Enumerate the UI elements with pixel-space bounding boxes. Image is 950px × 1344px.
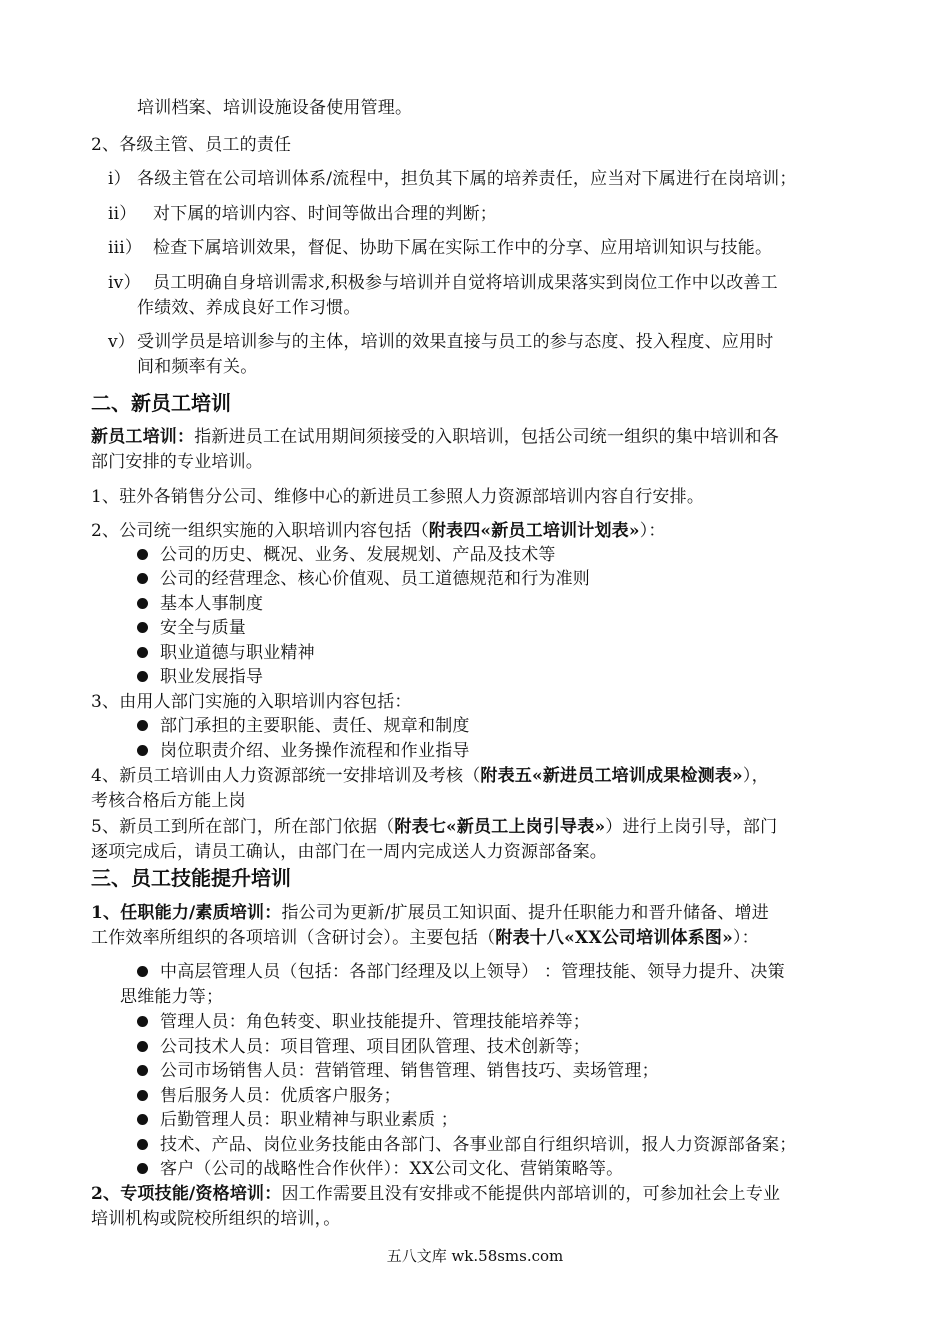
text-part: 工作效率所组织的各项培训（含研讨会）。主要包括（ [91,928,496,948]
bullet-icon [137,647,148,658]
text-part: 4、新员工培训由人力资源部统一安排培训及考核（ [91,766,481,786]
appendix-ref: 附表五«新进员工培训成果检测表» [480,766,743,786]
bullet-icon [137,622,148,633]
bullet-icon [137,1065,148,1076]
bullet-icon [137,720,148,731]
text-line: 员工明确自身培训需求,积极参与培训并自觉将培训成果落实到岗位工作中以改善工 [153,273,778,293]
text-part: 2、公司统一组织实施的入职培训内容包括（ [91,521,429,541]
text-line: 对下属的培训内容、时间等做出合理的判断； [153,204,497,224]
text-line [91,901,769,925]
text-part: ）进行上岗引导，部门 [605,817,778,837]
list-number: v） [108,332,136,352]
list-item: 基本人事制度 [160,594,264,614]
text-line: 部门安排的专业培训。 [91,452,263,472]
bullet-icon [137,1016,148,1027]
bullet-icon [137,1114,148,1125]
list-item: 售后服务人员：优质客户服务； [160,1086,401,1106]
text-line: 考核合格后方能上岗 [91,791,246,811]
appendix-ref: 附表十八«XX公司培训体系图» [495,928,733,948]
bullet-icon [137,1163,148,1174]
text-part: ）： [732,928,759,948]
text-line: 检查下属培训效果，督促、协助下属在实际工作中的分享、应用培训知识与技能。 [153,238,773,258]
text-line [91,815,777,839]
list-item: 公司的历史、概况、业务、发展规划、产品及技术等 [160,545,556,565]
bullet-icon [137,745,148,756]
list-item: 部门承担的主要职能、责任、规章和制度 [160,716,470,736]
text-line: 培训档案、培训设施设备使用管理。 [137,98,413,118]
bullet-icon [137,1139,148,1150]
term-text: 指新进员工在试用期间须接受的入职培训，包括公司统一组织的集中培训和各 [194,427,780,447]
appendix-ref: 附表四«新员工培训计划表» [428,521,640,541]
text-line [91,764,769,788]
list-item: 中高层管理人员（包括：各部门经理及以上领导） ：管理技能、领导力提升、决策 [160,962,785,982]
page-footer: 五八文库 wk.58sms.com [386,1247,564,1265]
term-label: 新员工培训： [91,427,195,447]
list-item: 岗位职责介绍、业务操作流程和作业指导 [160,741,470,761]
text-line: 作绩效、养成良好工作习惯。 [137,298,361,318]
text-line [91,1182,780,1206]
list-number: i） [108,169,131,189]
list-item: 管理人员：角色转变、职业技能提升、管理技能培养等； [160,1012,590,1032]
text-line: 1、驻外各销售分公司、维修中心的新进员工参照人力资源部培训内容自行安排。 [91,487,705,507]
text-line [91,519,666,543]
list-item: 技术、产品、岗位业务技能由各部门、各事业部自行组织培训，报人力资源部备案； [160,1135,797,1155]
list-item: 公司技术人员：项目管理、项目团队管理、技术创新等； [160,1037,590,1057]
appendix-ref: 附表七«新员工上岗引导表» [394,817,606,837]
text-line: 3、由用人部门实施的入职培训内容包括： [91,692,412,712]
text-part: 5、新员工到所在部门，所在部门依据（ [91,817,395,837]
list-number: iii） [108,238,143,258]
text-part: ）， [742,766,769,786]
bullet-icon [137,966,148,977]
text-line: 逐项完成后，请员工确认，由部门在一周内完成送人力资源部备案。 [91,842,607,862]
text-line: 2、各级主管、员工的责任 [91,135,292,155]
text-line: 间和频率有关。 [137,357,258,377]
list-item: 公司市场销售人员：营销管理、销售管理、销售技巧、卖场管理； [160,1061,659,1081]
list-item: 职业道德与职业精神 [160,643,315,663]
bullet-icon [137,671,148,682]
term-label: 2、专项技能/资格培训： [91,1184,282,1204]
bullet-icon [137,1090,148,1101]
text-line [91,425,779,449]
text-line: 培训机构或院校所组织的培训，。 [91,1209,341,1229]
list-item: 安全与质量 [160,618,246,638]
text-line: 各级主管在公司培训体系/流程中，担负其下属的培养责任，应当对下属进行在岗培训； [137,169,797,189]
bullet-icon [137,573,148,584]
section-heading: 三、员工技能提升培训 [91,866,291,890]
text-part: ）： [639,521,666,541]
list-item-continued: 思维能力等； [120,987,224,1007]
list-item: 后勤管理人员：职业精神与职业素质 ； [160,1110,459,1130]
bullet-icon [137,1041,148,1052]
list-item: 客户（公司的战略性合作伙伴）：XX公司文化、营销策略等。 [160,1159,624,1179]
term-text: 指公司为更新/扩展员工知识面、提升任职能力和晋升储备、增进 [281,903,769,923]
section-heading: 二、新员工培训 [91,391,231,415]
text-line [91,926,759,950]
list-number: iv） [108,273,141,293]
term-label: 1、任职能力/素质培训： [91,903,282,923]
bullet-icon [137,549,148,560]
term-text: 因工作需要且没有安排或不能提供内部培训的，可参加社会上专业 [281,1184,781,1204]
list-number: ii） [108,204,137,224]
bullet-icon [137,598,148,609]
list-item: 公司的经营理念、核心价值观、员工道德规范和行为准则 [160,569,590,589]
list-item: 职业发展指导 [160,667,264,687]
text-line: 受训学员是培训参与的主体，培训的效果直接与员工的参与态度、投入程度、应用时 [137,332,774,352]
